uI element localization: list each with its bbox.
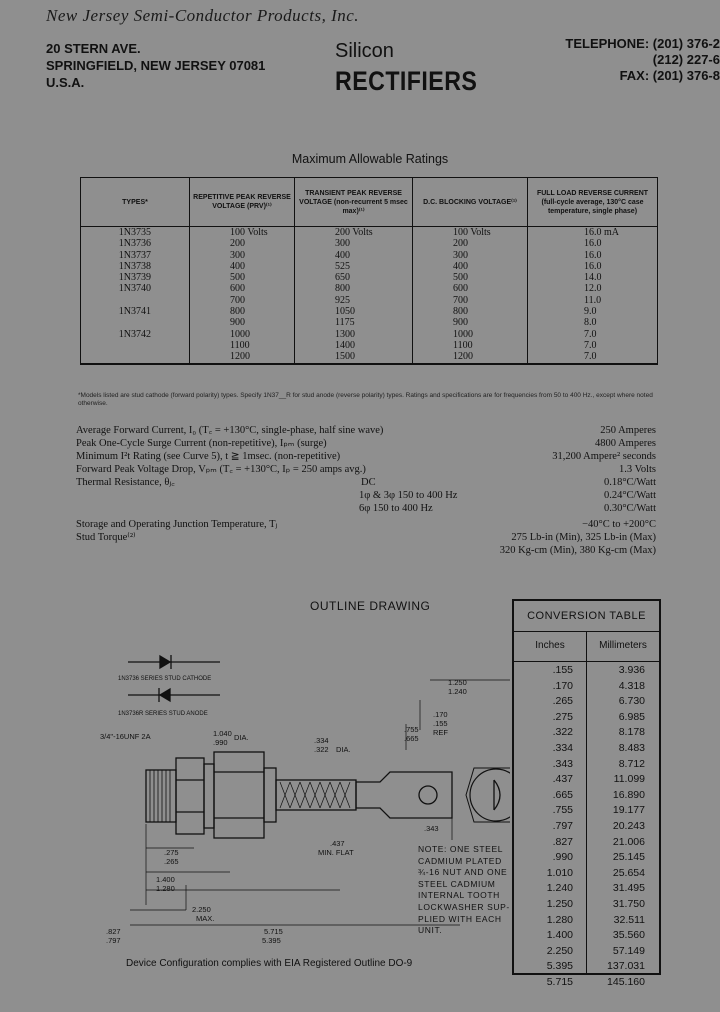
cell-transient: 925 <box>295 295 413 306</box>
cell-reverse-current: 16.0 <box>528 261 658 272</box>
cell-transient: 1050 <box>295 306 413 317</box>
ratings-row <box>81 340 658 351</box>
conversion-row <box>514 835 659 851</box>
label-stud-anode: 1N3736R SERIES STUD ANODE <box>118 711 208 717</box>
col-types: TYPES* <box>81 178 190 227</box>
spec-row <box>76 424 656 437</box>
spec-value: 250 Amperes <box>600 425 656 436</box>
dim-797: .797 <box>106 936 121 945</box>
conversion-row <box>514 694 659 710</box>
cell-reverse-current: 7.0 <box>528 340 658 351</box>
ratings-row <box>81 272 658 283</box>
dim-322-dia: DIA. <box>336 745 351 754</box>
drawing-caption: Device Configuration complies with EIA Registered Outline DO-9 <box>126 958 413 969</box>
cell-dc-blocking: 100 Volts <box>413 227 528 239</box>
col-prv: REPETITIVE PEAK REVERSE VOLTAGE (PRV)⁽¹⁾ <box>190 178 295 227</box>
dim-1040: 1.040 <box>213 729 232 738</box>
conversion-mm: 25.145 <box>612 851 645 864</box>
cell-reverse-current: 14.0 <box>528 272 658 283</box>
spec-value: 0.30°C/Watt <box>603 503 656 514</box>
conversion-inches: .797 <box>552 820 573 832</box>
cell-dc-blocking: 500 <box>413 272 528 283</box>
cell-type: 1N3738 <box>81 261 190 272</box>
cell-prv: 500 <box>190 272 295 283</box>
spec-label: Forward Peak Voltage Drop, Vₚₘ (T꜀ = +130°C, Iₚ = 250 amps avg.) <box>76 464 366 475</box>
conversion-row <box>514 710 659 726</box>
dim-437: .437 <box>330 839 345 848</box>
cell-reverse-current: 16.0 mA <box>528 227 658 239</box>
cell-reverse-current: 7.0 <box>528 329 658 340</box>
conversion-row <box>514 850 659 866</box>
spec-label: Thermal Resistance, θⱼ꜀ <box>76 477 175 488</box>
company-address <box>46 40 265 91</box>
dim-170: .170 <box>433 710 448 719</box>
outline-drawing-title: OUTLINE DRAWING <box>310 599 431 613</box>
ratings-footnote: *Models listed are stud cathode (forward polarity) types. Specify 1N37__R for stud anode (reverse polarity) types. Ratings and specifications are for frequencies from 50 to 400 Hz., except where noted otherwise. <box>78 392 653 407</box>
cell-reverse-current: 9.0 <box>528 306 658 317</box>
spec-label: Stud Torque⁽²⁾ <box>76 532 136 543</box>
cell-reverse-current: 7.0 <box>528 351 658 363</box>
conversion-mm: 35.560 <box>612 929 645 942</box>
conversion-inches: .827 <box>552 835 573 848</box>
cell-dc-blocking: 1100 <box>413 340 528 351</box>
cell-dc-blocking: 800 <box>413 306 528 317</box>
dim-1250: 1.250 <box>448 678 467 687</box>
note-line: NOTE: ONE STEEL <box>418 844 504 854</box>
dim-1240: 1.240 <box>448 687 467 696</box>
conversion-row <box>514 819 659 835</box>
conversion-inches: .275 <box>552 710 573 723</box>
cell-prv: 600 <box>190 283 295 294</box>
conversion-row <box>514 928 659 944</box>
cell-prv: 1200 <box>190 351 295 363</box>
dim-665: .665 <box>404 734 419 743</box>
cell-dc-blocking: 900 <box>413 317 528 328</box>
conversion-inches: .755 <box>552 804 573 817</box>
conversion-inches: 1.280 <box>546 913 573 926</box>
spec-value: 31,200 Ampere² seconds <box>552 451 656 462</box>
note-line: INTERNAL TOOTH <box>418 890 500 901</box>
conversion-title: CONVERSION TABLE <box>514 601 659 632</box>
col-transient: TRANSIENT PEAK REVERSE VOLTAGE (non-recurrent 5 msec max)⁽¹⁾ <box>295 178 413 227</box>
ratings-row <box>81 283 658 294</box>
cell-reverse-current: 8.0 <box>528 317 658 328</box>
conversion-inches: .322 <box>552 726 573 739</box>
note-line: CADMIUM PLATED <box>418 855 502 866</box>
note-line: LOCKWASHER SUP- <box>418 901 510 912</box>
conversion-inches: .990 <box>552 851 573 864</box>
spec-row <box>76 502 656 515</box>
col-reverse-current: FULL LOAD REVERSE CURRENT (full-cycle average, 130°C case temperature, single phase) <box>528 178 658 227</box>
cell-prv: 400 <box>190 261 295 272</box>
spec-row <box>76 463 656 476</box>
conversion-mm: 3.936 <box>618 664 645 676</box>
fax: FAX: (201) 376-8 <box>619 68 720 83</box>
dim-dia-label: DIA. <box>234 733 249 742</box>
address-line: SPRINGFIELD, NEW JERSEY 07081 <box>46 58 266 73</box>
spec-row <box>76 518 656 531</box>
spec-condition: DC <box>361 477 376 488</box>
dim-334: .334 <box>314 736 329 745</box>
cell-prv: 100 Volts <box>190 227 295 239</box>
conversion-mm: 21.006 <box>612 835 645 848</box>
cell-transient: 400 <box>295 250 413 261</box>
conversion-mm: 16.890 <box>612 788 645 801</box>
conversion-row <box>514 881 659 897</box>
conversion-mm: 25.654 <box>612 866 645 879</box>
cell-prv: 800 <box>190 306 295 317</box>
dim-990: .990 <box>213 738 228 747</box>
cell-transient: 200 Volts <box>295 227 413 239</box>
cell-transient: 1500 <box>295 351 413 363</box>
cell-prv: 300 <box>190 250 295 261</box>
spec-value: −40°C to +200°C <box>582 519 656 530</box>
spec-condition: 6φ 150 to 400 Hz <box>359 503 433 514</box>
spec-row <box>76 450 656 463</box>
cell-dc-blocking: 700 <box>413 295 528 306</box>
conversion-inches: 1.240 <box>546 882 573 895</box>
conversion-row <box>514 772 659 788</box>
ratings-row <box>81 227 658 239</box>
col-dc-blocking: D.C. BLOCKING VOLTAGE⁽¹⁾ <box>413 178 528 227</box>
cell-prv: 900 <box>190 317 295 328</box>
conversion-inches: 2.250 <box>546 944 573 957</box>
conversion-row <box>514 944 659 960</box>
conversion-mm: 11.099 <box>613 773 645 786</box>
conversion-inches: .665 <box>552 788 573 801</box>
conversion-inches: 5.715 <box>546 976 573 988</box>
conversion-inches: .265 <box>552 695 573 708</box>
spec-value: 0.24°C/Watt <box>603 490 656 501</box>
conversion-row <box>514 959 659 975</box>
spec-row <box>76 531 656 544</box>
ratings-row <box>81 351 658 363</box>
ratings-row <box>81 238 658 249</box>
cell-type: 1N3736 <box>81 238 190 249</box>
conversion-inches: .170 <box>552 679 573 692</box>
conversion-mm: 19.177 <box>612 804 645 817</box>
cell-type: 1N3741 <box>81 306 190 317</box>
dim-ref: REF <box>433 728 448 737</box>
ratings-title: Maximum Allowable Ratings <box>291 152 449 166</box>
spec-row <box>76 544 656 557</box>
address-line: 20 STERN AVE. <box>46 41 141 56</box>
cell-dc-blocking: 400 <box>413 261 528 272</box>
label-stud-cathode: 1N3736 SERIES STUD CATHODE <box>118 676 212 682</box>
spec-label: Peak One-Cycle Surge Current (non-repetitive), Iₚₘ (surge) <box>76 438 327 449</box>
spec-value: 0.18°C/Watt <box>603 477 656 488</box>
note-line: ¾-16 NUT AND ONE <box>418 867 508 878</box>
ratings-row <box>81 295 658 306</box>
dim-min-flat: MIN. FLAT <box>318 848 354 857</box>
spec-value: 320 Kg-cm (Min), 380 Kg-cm (Max) <box>499 545 656 556</box>
conversion-row <box>514 975 659 991</box>
cell-prv: 1000 <box>190 329 295 340</box>
conversion-inches: 1.010 <box>546 866 573 879</box>
cell-type: 1N3740 <box>81 283 190 294</box>
cell-dc-blocking: 1200 <box>413 351 528 363</box>
cell-type: 1N3737 <box>81 250 190 261</box>
spec-label: Storage and Operating Junction Temperature, Tⱼ <box>76 519 278 530</box>
cell-type <box>81 340 190 351</box>
spec-value: 4800 Amperes <box>595 438 656 449</box>
spec-value: 275 Lb-in (Min), 325 Lb-in (Max) <box>511 532 656 543</box>
dim-5395: 5.395 <box>262 936 281 945</box>
ratings-row <box>81 317 658 328</box>
cell-dc-blocking: 200 <box>413 238 528 249</box>
conversion-row <box>514 803 659 819</box>
conversion-mm: 6.730 <box>618 695 645 708</box>
dim-2250: 2.250 <box>192 905 211 914</box>
conversion-mm: 145.160 <box>607 976 645 988</box>
dim-275: .275 <box>164 848 179 857</box>
conversion-inches: 1.400 <box>546 929 573 942</box>
ratings-row <box>81 329 658 340</box>
spec-label: Minimum I²t Rating (see Curve 5), t ≧ 1msec. (non-repetitive) <box>76 451 341 462</box>
cell-type: 1N3739 <box>81 272 190 283</box>
dim-155: .155 <box>433 719 448 728</box>
spec-row <box>76 489 656 502</box>
conversion-inches: .437 <box>552 773 573 786</box>
conversion-row <box>514 679 659 695</box>
dim-343: .343 <box>424 824 439 833</box>
cell-type <box>81 295 190 306</box>
conversion-mm: 31.750 <box>612 898 645 910</box>
conversion-row <box>514 663 659 679</box>
note-line: UNIT. <box>418 925 443 936</box>
conversion-row <box>514 897 659 913</box>
dim-max: MAX. <box>196 914 215 923</box>
cell-dc-blocking: 600 <box>413 283 528 294</box>
conversion-inches: .334 <box>552 742 573 754</box>
note-line: STEEL CADMIUM <box>418 878 496 889</box>
cell-reverse-current: 11.0 <box>528 295 658 306</box>
head-inches: Inches <box>535 640 565 651</box>
conversion-inches: 1.250 <box>546 898 573 910</box>
cell-type: 1N3735 <box>81 227 190 239</box>
dim-827: .827 <box>106 927 121 936</box>
title-rectifiers: RECTIFIERS <box>335 66 478 96</box>
telephone-2: (212) 227-6 <box>652 52 720 67</box>
cell-prv: 1100 <box>190 340 295 351</box>
spec-row <box>76 476 656 489</box>
dim-1400: 1.400 <box>156 875 175 884</box>
header-divider <box>514 661 659 662</box>
conversion-inches: 5.395 <box>546 960 573 973</box>
cell-transient: 300 <box>295 238 413 249</box>
dim-755: .755 <box>404 725 419 734</box>
address-line: U.S.A. <box>46 75 85 90</box>
spec-value: 1.3 Volts <box>619 464 656 475</box>
note-box <box>418 844 510 937</box>
spec-label: Average Forward Current, I₀ (T꜀ = +130°C, single-phase, half sine wave) <box>76 425 384 436</box>
conversion-mm: 6.985 <box>618 710 645 723</box>
cell-type <box>81 317 190 328</box>
conversion-mm: 137.031 <box>607 960 645 973</box>
dim-1280: 1.280 <box>156 884 175 893</box>
cell-transient: 650 <box>295 272 413 283</box>
ratings-row <box>81 306 658 317</box>
cell-dc-blocking: 300 <box>413 250 528 261</box>
cell-type: 1N3742 <box>81 329 190 340</box>
conversion-inches: .343 <box>552 757 573 770</box>
conversion-row <box>514 788 659 804</box>
conversion-mm: 8.178 <box>618 726 645 739</box>
ratings-body <box>81 227 658 364</box>
conversion-row <box>514 725 659 741</box>
cell-transient: 800 <box>295 283 413 294</box>
cell-dc-blocking: 1000 <box>413 329 528 340</box>
ratings-row <box>81 261 658 272</box>
conversion-mm: 32.511 <box>613 913 645 926</box>
ratings-row <box>81 250 658 261</box>
cell-transient: 1175 <box>295 317 413 328</box>
title-silicon: Silicon <box>335 40 394 62</box>
cell-prv: 200 <box>190 238 295 249</box>
cell-reverse-current: 16.0 <box>528 250 658 261</box>
head-millimeters: Millimeters <box>599 640 647 651</box>
cell-prv: 700 <box>190 295 295 306</box>
spec-row <box>76 437 656 450</box>
cell-transient: 1400 <box>295 340 413 351</box>
dim-thread: 3/4"-16UNF 2A <box>100 732 151 741</box>
cell-reverse-current: 16.0 <box>528 238 658 249</box>
conversion-mm: 4.318 <box>618 679 645 692</box>
note-line: PLIED WITH EACH <box>418 913 502 924</box>
dim-5715: 5.715 <box>264 927 283 936</box>
cell-transient: 525 <box>295 261 413 272</box>
spec-condition: 1φ & 3φ 150 to 400 Hz <box>359 490 458 501</box>
conversion-mm: 8.712 <box>618 757 645 770</box>
cell-transient: 1300 <box>295 329 413 340</box>
dim-265: .265 <box>164 857 179 866</box>
cell-type <box>81 351 190 363</box>
conversion-mm: 31.495 <box>612 882 645 895</box>
conversion-mm: 57.149 <box>612 944 645 957</box>
telephone-1: TELEPHONE: (201) 376-2 <box>565 36 720 51</box>
conversion-row <box>514 913 659 929</box>
conversion-table <box>512 599 661 988</box>
conversion-inches: .155 <box>552 664 573 676</box>
conversion-mm: 8.483 <box>618 742 645 754</box>
conversion-mm: 20.243 <box>612 820 645 832</box>
contact-phones <box>565 36 720 84</box>
ratings-table <box>80 177 658 365</box>
conversion-row <box>514 741 659 757</box>
company-name: New Jersey Semi-Conductor Products, Inc. <box>46 6 360 25</box>
conversion-row <box>514 757 659 773</box>
dim-322: .322 <box>314 745 329 754</box>
cell-reverse-current: 12.0 <box>528 283 658 294</box>
conversion-row <box>514 866 659 882</box>
